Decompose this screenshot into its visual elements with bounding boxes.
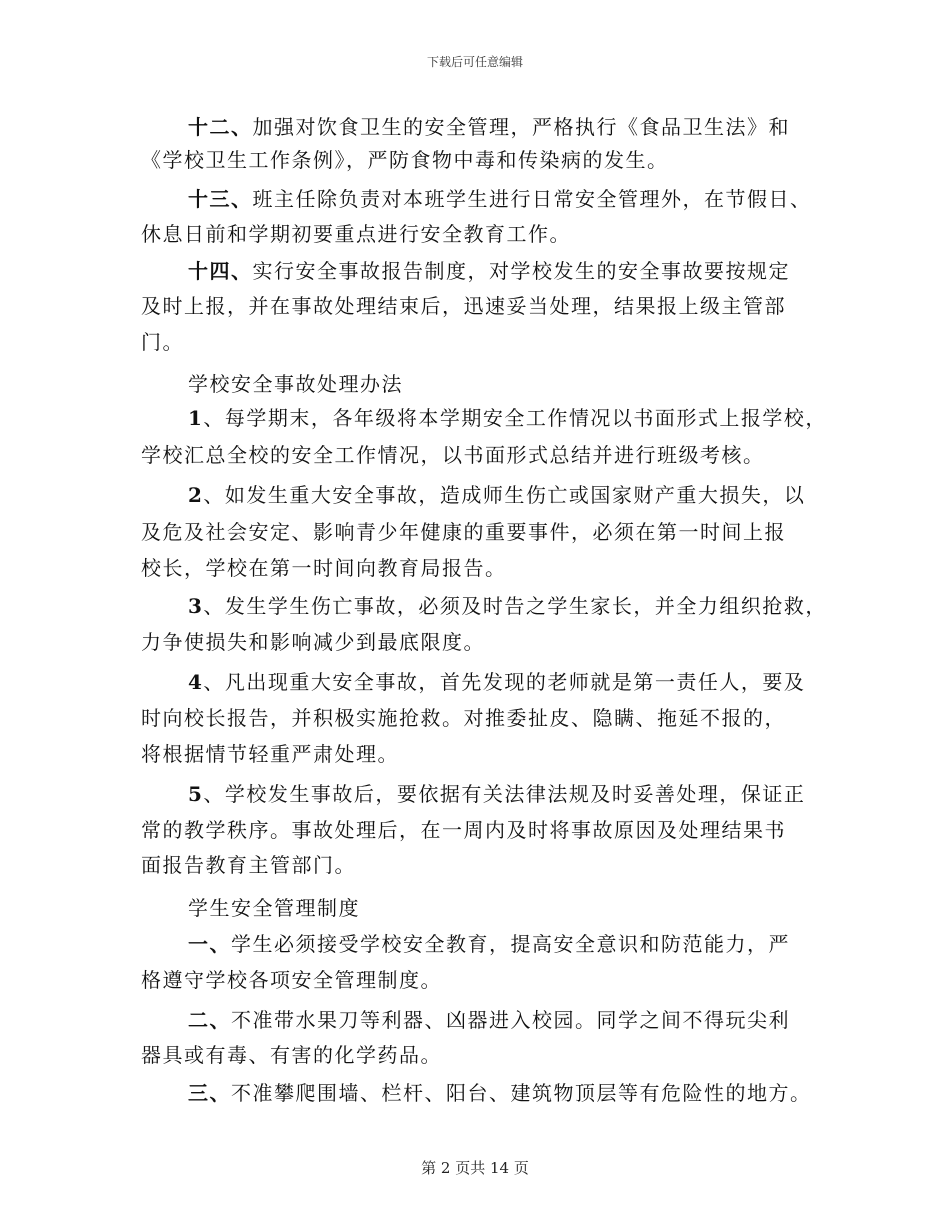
line-text: 休息日前和学期初要重点进行安全教育工作。 — [141, 222, 571, 246]
text-line — [141, 556, 507, 580]
line-text: 器具或有毒、有害的化学药品。 — [141, 1043, 442, 1067]
page-header: 下载后可任意编辑 — [426, 55, 523, 69]
text-line — [141, 630, 485, 654]
line-text: 时向校长报告，并积极实施抢救。对推委扯皮、隐瞒、拖延不报的， — [141, 706, 786, 730]
line-text: 不准带水果刀等利器、凶器进入校园。同学之间不得玩尖利 — [231, 1008, 790, 1032]
text-line — [188, 896, 360, 920]
line-text: 学生安全管理制度 — [188, 896, 360, 920]
text-line — [141, 968, 442, 992]
item-number: 十二、 — [188, 115, 253, 139]
page-footer: 第 2 页共 14 页 — [421, 1159, 529, 1177]
text-line — [188, 1081, 812, 1105]
line-text: 常的教学秩序。事故处理后，在一周内及时将事故原因及处理结果书 — [141, 818, 786, 842]
text-line — [141, 706, 786, 730]
line-text: 及危及社会安定、影响青少年健康的重要事件，必须在第一时间上报 — [141, 520, 786, 544]
text-line — [188, 670, 805, 694]
line-text: 不准攀爬围墙、栏杆、阳台、建筑物顶层等有危险性的地方。 — [231, 1081, 812, 1105]
text-line — [188, 187, 812, 211]
text-line — [188, 932, 790, 956]
text-line — [188, 372, 403, 396]
text-line — [188, 483, 805, 507]
line-text: 将根据情节轻重严肃处理。 — [141, 742, 399, 766]
text-line — [141, 853, 356, 877]
line-text: 及时上报，并在事故处理结束后，迅速妥当处理，结果报上级主管部 — [141, 294, 786, 318]
line-text: 、如发生重大安全事故，造成师生伤亡或国家财产重大损失，以 — [203, 483, 806, 507]
text-line — [141, 148, 669, 172]
line-text: 学校安全事故处理办法 — [188, 372, 403, 396]
item-number: 2 — [188, 483, 204, 507]
line-text: 、每学期末，各年级将本学期安全工作情况以书面形式上报学校， — [203, 406, 827, 430]
item-number: 三、 — [188, 1081, 231, 1105]
line-text: 校长，学校在第一时间向教育局报告。 — [141, 556, 507, 580]
item-number: 十三、 — [188, 187, 253, 211]
line-text: 、学校发生事故后，要依据有关法律法规及时妥善处理，保证正 — [203, 782, 806, 806]
item-number: 5 — [188, 782, 204, 806]
item-number: 二、 — [188, 1008, 231, 1032]
text-line — [188, 406, 827, 430]
line-text: 、凡出现重大安全事故，首先发现的老师就是第一责任人，要及 — [203, 670, 806, 694]
line-text: 学生必须接受学校安全教育，提高安全意识和防范能力，严 — [231, 932, 790, 956]
line-text: 力争使损失和影响减少到最底限度。 — [141, 630, 485, 654]
item-number: 一、 — [188, 932, 231, 956]
line-text: 格遵守学校各项安全管理制度。 — [141, 968, 442, 992]
text-line — [188, 1008, 790, 1032]
line-text: 面报告教育主管部门。 — [141, 853, 356, 877]
text-line — [141, 742, 399, 766]
line-text: 、发生学生伤亡事故，必须及时告之学生家长，并全力组织抢救， — [203, 594, 827, 618]
line-text: 门。 — [141, 330, 184, 354]
text-line — [141, 1043, 442, 1067]
text-line — [188, 782, 805, 806]
item-number: 1 — [188, 406, 204, 430]
item-number: 4 — [188, 670, 204, 694]
text-line — [188, 115, 790, 139]
line-text: 《学校卫生工作条例》，严防食物中毒和传染病的发生。 — [141, 148, 669, 172]
text-line — [141, 330, 184, 354]
text-line — [141, 818, 786, 842]
line-text: 学校汇总全校的安全工作情况，以书面形式总结并进行班级考核。 — [141, 443, 765, 467]
text-line — [188, 259, 790, 283]
text-line — [141, 294, 786, 318]
text-line — [188, 594, 827, 618]
item-number: 3 — [188, 594, 204, 618]
text-line — [141, 443, 765, 467]
line-text: 班主任除负责对本班学生进行日常安全管理外，在节假日、 — [252, 187, 812, 211]
item-number: 十四、 — [188, 259, 253, 283]
line-text: 实行安全事故报告制度，对学校发生的安全事故要按规定 — [252, 259, 790, 283]
line-text: 加强对饮食卫生的安全管理，严格执行《食品卫生法》和 — [252, 115, 790, 139]
text-line — [141, 222, 571, 246]
text-line — [141, 520, 786, 544]
